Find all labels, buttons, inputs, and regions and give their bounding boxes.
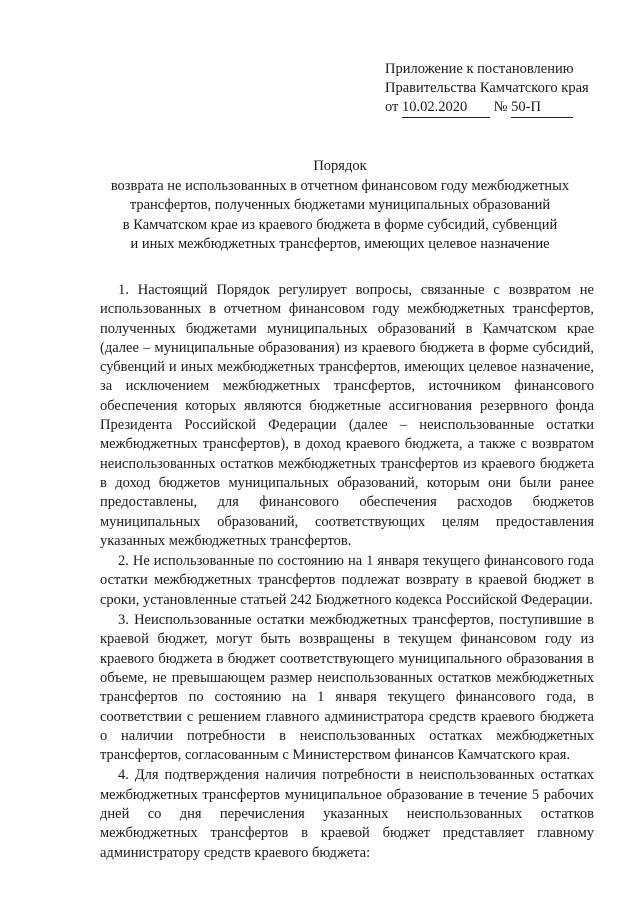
paragraph-1: 1. Настоящий Порядок регулирует вопросы, связанные с возвратом не использованных в отчетном финансовом году межбюджетных трансфертов, полученных бюджетами муниципальных образований в Камчатском крае (далее – муниципальные образования) из краевого бюджета в форме субсидий, субвенций и иных межбюджетных трансфертов, имеющих целевое назначение, за исключением межбюджетных трансфертов, источником финансового обеспечения которых являются бюджетные ассигнования резервного фонда Президента Российской Федерации (далее – неиспользованные остатки межбюджетных трансфертов), в доход краевого бюджета, а также с возвратом неиспользованных остатков межбюджетных трансфертов из краевого бюджета в доход бюджетов муниципальных образований, которым они были ранее предоставлены, для финансового обеспечения расходов бюджетов муниципальных образований, соответствующих целям предоставления указанных межбюджетных трансфертов. bbox=[100, 282, 594, 549]
document-title bbox=[80, 157, 600, 255]
decree-number: 50-П bbox=[511, 98, 573, 118]
decree-date: 10.02.2020 bbox=[402, 98, 490, 118]
number-label: № bbox=[493, 99, 508, 115]
title-line-2: трансфертов, полученных бюджетами муниципальных образований bbox=[129, 197, 551, 213]
from-label: от bbox=[385, 99, 399, 115]
title-line-1: возврата не использованных в отчетном финансовом году межбюджетных bbox=[110, 177, 570, 194]
title-line-4: и иных межбюджетных трансфертов, имеющих целевое назначение bbox=[130, 236, 550, 252]
title-line-3: в Камчатском крае из краевого бюджета в форме субсидий, субвенций bbox=[122, 216, 558, 233]
appendix-header bbox=[385, 60, 615, 118]
document-body bbox=[100, 281, 594, 863]
paragraph-4: 4. Для подтверждения наличия потребности в неиспользованных остатках межбюджетных трансфертов муниципальное образование в течение 5 рабочих дней со дня перечисления указанных неиспользованных остатков межбюджетных трансфертов в краевой бюджет представляет главному администратору средств краевого бюджета: bbox=[100, 767, 594, 861]
appendix-line-1: Приложение к постановлению bbox=[385, 61, 574, 77]
paragraph-2: 2. Не использованные по состоянию на 1 января текущего финансового года остатки межбюджетных трансфертов подлежат возврату в краевой бюджет в сроки, установленные статьей 242 Бюджетного кодекса Российской Федерации. bbox=[100, 553, 594, 608]
appendix-date-number-line bbox=[385, 98, 615, 118]
appendix-line-2: Правительства Камчатского края bbox=[385, 80, 589, 96]
paragraph-3: 3. Неиспользованные остатки межбюджетных трансфертов, поступившие в краевой бюджет, могут быть возвращены в текущем финансовом году из краевого бюджета в бюджет соответствующего муниципального образования в объеме, не превышающем размер неиспользованных остатков межбюджетных трансфертов по состоянию на 1 января текущего финансового года, в соответствии с решением главного администратора средств краевого бюджета о наличии потребности в неиспользованных остатках межбюджетных трансфертов, согласованным с Министерством финансов Камчатского края. bbox=[100, 612, 594, 764]
title-heading: Порядок bbox=[313, 158, 367, 174]
